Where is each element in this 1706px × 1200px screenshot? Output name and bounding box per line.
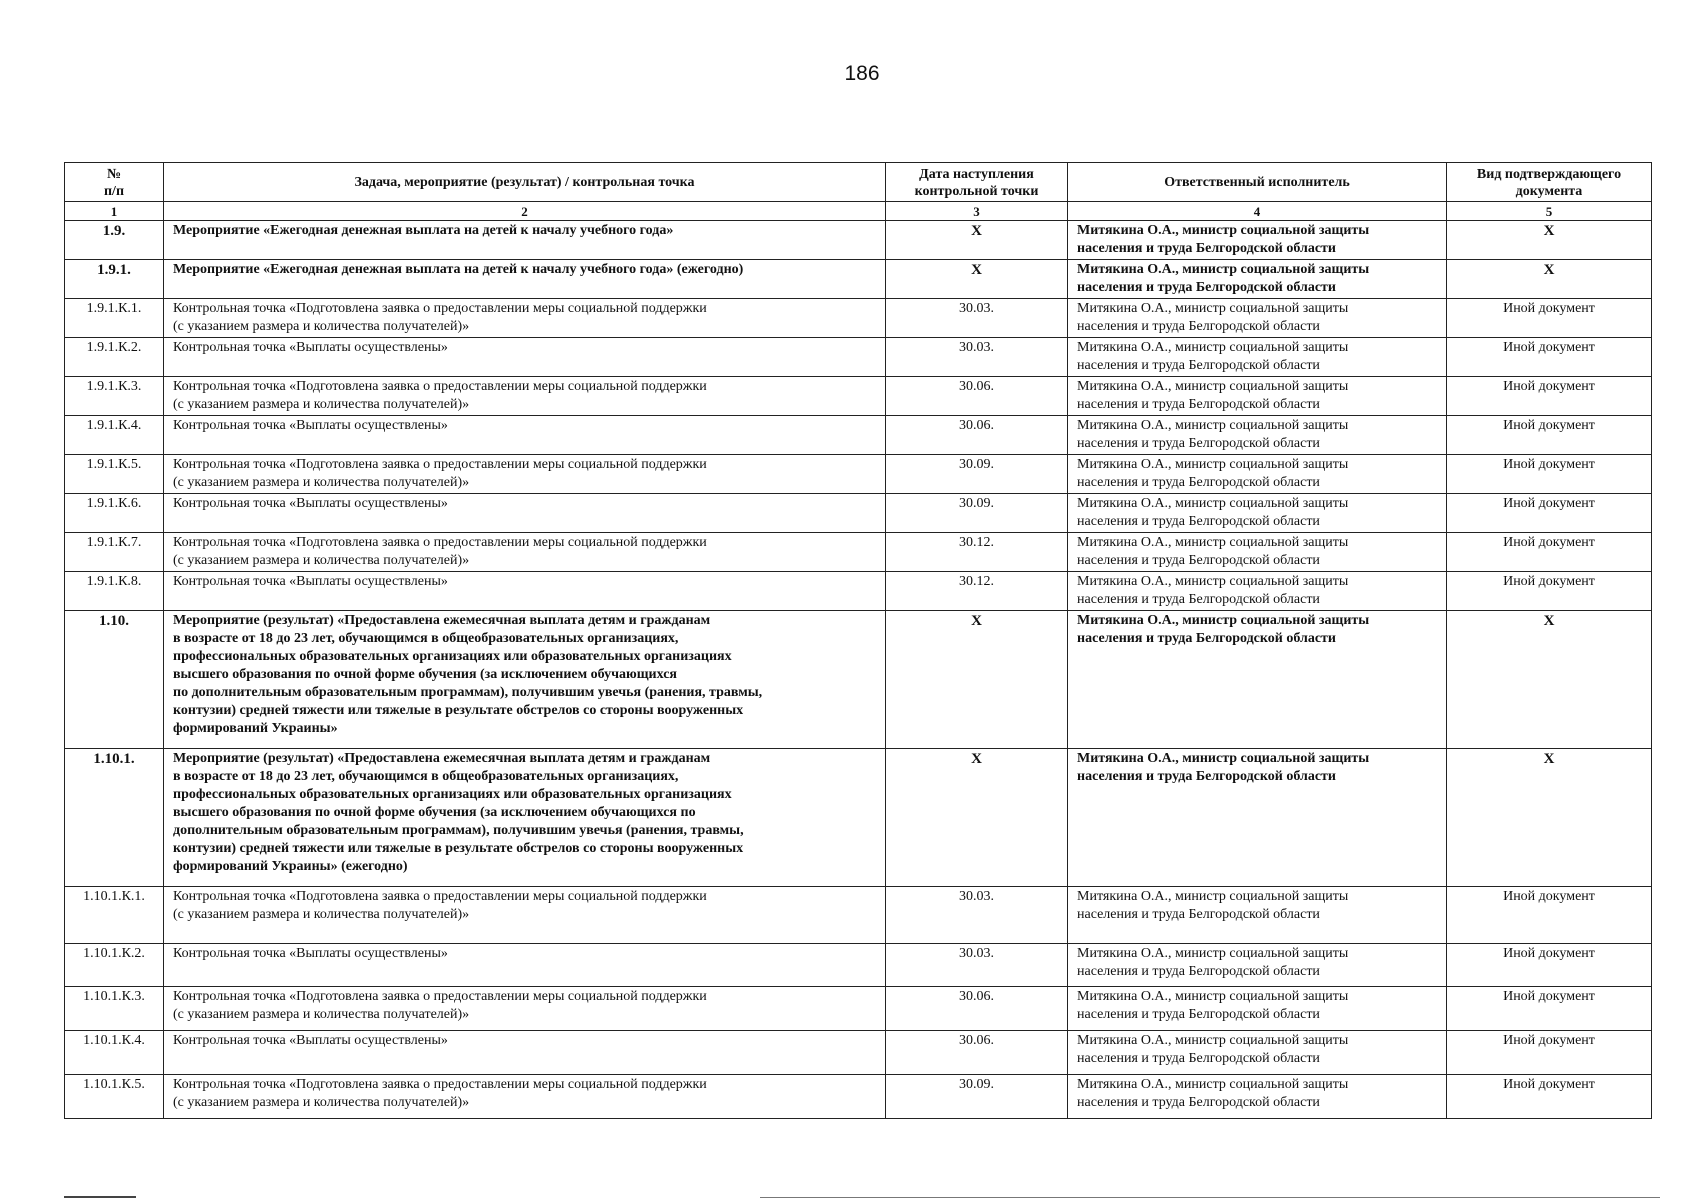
row-responsible: Митякина О.А., министр социальной защиты населения и труда Белгородской области: [1068, 533, 1447, 572]
header-date: Дата наступления контрольной точки: [886, 163, 1068, 202]
row-task: Контрольная точка «Выплаты осуществлены»: [164, 572, 886, 611]
column-number: 4: [1068, 202, 1447, 221]
row-task: Контрольная точка «Подготовлена заявка о предоставлении меры социальной поддержки (с указанием размера и количества получателей)»: [164, 299, 886, 338]
row-number: 1.9.1.К.2.: [65, 338, 164, 377]
table-row: [65, 944, 1652, 987]
row-document: Иной документ: [1447, 572, 1652, 611]
scan-edge-line: [64, 1196, 136, 1198]
row-date: 30.09.: [886, 455, 1068, 494]
row-task: Контрольная точка «Подготовлена заявка о предоставлении меры социальной поддержки (с указанием размера и количества получателей)»: [164, 533, 886, 572]
row-date: X: [886, 221, 1068, 260]
row-task: Мероприятие (результат) «Предоставлена ежемесячная выплата детям и гражданам в возрасте от 18 до 23 лет, обучающимся в общеобразовательных организациях, профессиональных образовательных организациях или образовательных организациях высшего образования по очной форме обучения (за исключением обучающихся по дополнительным образовательным программам), получившим увечья (ранения, травмы, контузии) средней тяжести или тяжелые в результате обстрелов со стороны вооруженных формирований Украины»: [164, 611, 886, 749]
row-number: 1.9.1.К.3.: [65, 377, 164, 416]
table-row: [65, 749, 1652, 887]
table-row: [65, 1031, 1652, 1075]
row-document: Иной документ: [1447, 887, 1652, 944]
row-document: X: [1447, 611, 1652, 749]
table-row: [65, 377, 1652, 416]
row-date: 30.12.: [886, 533, 1068, 572]
row-number: 1.9.1.К.6.: [65, 494, 164, 533]
row-number: 1.10.1.К.2.: [65, 944, 164, 987]
table-row: [65, 611, 1652, 749]
row-responsible: Митякина О.А., министр социальной защиты населения и труда Белгородской области: [1068, 887, 1447, 944]
row-task: Контрольная точка «Выплаты осуществлены»: [164, 944, 886, 987]
scan-edge-line: [760, 1197, 1660, 1198]
header-task: Задача, мероприятие (результат) / контрольная точка: [164, 163, 886, 202]
row-date: 30.03.: [886, 887, 1068, 944]
table-row: [65, 887, 1652, 944]
page-number: 186: [844, 62, 880, 85]
row-document: Иной документ: [1447, 1075, 1652, 1119]
row-task: Контрольная точка «Выплаты осуществлены»: [164, 338, 886, 377]
row-number: 1.9.1.К.1.: [65, 299, 164, 338]
row-document: X: [1447, 260, 1652, 299]
row-document: Иной документ: [1447, 987, 1652, 1031]
row-responsible: Митякина О.А., министр социальной защиты населения и труда Белгородской области: [1068, 299, 1447, 338]
row-task: Контрольная точка «Подготовлена заявка о предоставлении меры социальной поддержки (с указанием размера и количества получателей)»: [164, 987, 886, 1031]
row-responsible: Митякина О.А., министр социальной защиты населения и труда Белгородской области: [1068, 338, 1447, 377]
table-row: [65, 338, 1652, 377]
table-row: [65, 533, 1652, 572]
table-row: [65, 572, 1652, 611]
column-number: 5: [1447, 202, 1652, 221]
row-number: 1.10.1.К.4.: [65, 1031, 164, 1075]
column-number: 3: [886, 202, 1068, 221]
row-date: 30.03.: [886, 944, 1068, 987]
row-number: 1.10.: [65, 611, 164, 749]
row-document: Иной документ: [1447, 299, 1652, 338]
row-date: 30.06.: [886, 377, 1068, 416]
row-date: 30.09.: [886, 1075, 1068, 1119]
table-header-row: [65, 163, 1652, 202]
table-row: [65, 299, 1652, 338]
row-number: 1.10.1.К.1.: [65, 887, 164, 944]
row-task: Контрольная точка «Подготовлена заявка о предоставлении меры социальной поддержки (с указанием размера и количества получателей)»: [164, 455, 886, 494]
row-number: 1.9.: [65, 221, 164, 260]
row-date: X: [886, 611, 1068, 749]
row-responsible: Митякина О.А., министр социальной защиты населения и труда Белгородской области: [1068, 455, 1447, 494]
row-date: 30.06.: [886, 987, 1068, 1031]
row-date: 30.12.: [886, 572, 1068, 611]
table-row: [65, 1075, 1652, 1119]
row-number: 1.10.1.: [65, 749, 164, 887]
row-responsible: Митякина О.А., министр социальной защиты населения и труда Белгородской области: [1068, 221, 1447, 260]
row-task: Контрольная точка «Выплаты осуществлены»: [164, 494, 886, 533]
header-responsible: Ответственный исполнитель: [1068, 163, 1447, 202]
table-row: [65, 494, 1652, 533]
header-number: № п/п: [65, 163, 164, 202]
row-document: Иной документ: [1447, 455, 1652, 494]
row-document: Иной документ: [1447, 416, 1652, 455]
row-task: Контрольная точка «Подготовлена заявка о предоставлении меры социальной поддержки (с указанием размера и количества получателей)»: [164, 1075, 886, 1119]
header-document: Вид подтверждающего документа: [1447, 163, 1652, 202]
column-number: 1: [65, 202, 164, 221]
row-responsible: Митякина О.А., министр социальной защиты населения и труда Белгородской области: [1068, 749, 1447, 887]
row-document: Иной документ: [1447, 338, 1652, 377]
row-task: Контрольная точка «Подготовлена заявка о предоставлении меры социальной поддержки (с указанием размера и количества получателей)»: [164, 887, 886, 944]
row-responsible: Митякина О.А., министр социальной защиты населения и труда Белгородской области: [1068, 611, 1447, 749]
row-responsible: Митякина О.А., министр социальной защиты населения и труда Белгородской области: [1068, 494, 1447, 533]
row-number: 1.10.1.К.5.: [65, 1075, 164, 1119]
column-number-row: [65, 202, 1652, 221]
control-points-table: [64, 162, 1652, 1119]
table-row: [65, 260, 1652, 299]
table-row: [65, 416, 1652, 455]
row-document: Иной документ: [1447, 533, 1652, 572]
row-task: Мероприятие «Ежегодная денежная выплата на детей к началу учебного года» (ежегодно): [164, 260, 886, 299]
row-document: Иной документ: [1447, 944, 1652, 987]
row-task: Мероприятие (результат) «Предоставлена ежемесячная выплата детям и гражданам в возрасте от 18 до 23 лет, обучающимся в общеобразовательных организациях, профессиональных образовательных организациях или образовательных организациях высшего образования по очной форме обучения (за исключением обучающихся по дополнительным образовательным программам), получившим увечья (ранения, травмы, контузии) средней тяжести или тяжелые в результате обстрелов со стороны вооруженных формирований Украины» (ежегодно): [164, 749, 886, 887]
row-number: 1.9.1.К.4.: [65, 416, 164, 455]
column-number: 2: [164, 202, 886, 221]
row-task: Контрольная точка «Подготовлена заявка о предоставлении меры социальной поддержки (с указанием размера и количества получателей)»: [164, 377, 886, 416]
row-responsible: Митякина О.А., министр социальной защиты населения и труда Белгородской области: [1068, 416, 1447, 455]
row-number: 1.9.1.К.7.: [65, 533, 164, 572]
row-responsible: Митякина О.А., министр социальной защиты населения и труда Белгородской области: [1068, 572, 1447, 611]
row-number: 1.10.1.К.3.: [65, 987, 164, 1031]
row-document: X: [1447, 221, 1652, 260]
row-date: 30.06.: [886, 1031, 1068, 1075]
table-row: [65, 221, 1652, 260]
row-responsible: Митякина О.А., министр социальной защиты населения и труда Белгородской области: [1068, 1075, 1447, 1119]
row-date: X: [886, 260, 1068, 299]
row-date: 30.03.: [886, 338, 1068, 377]
table-row: [65, 455, 1652, 494]
row-date: 30.06.: [886, 416, 1068, 455]
row-date: X: [886, 749, 1068, 887]
row-task: Мероприятие «Ежегодная денежная выплата на детей к началу учебного года»: [164, 221, 886, 260]
row-task: Контрольная точка «Выплаты осуществлены»: [164, 416, 886, 455]
table-row: [65, 987, 1652, 1031]
row-responsible: Митякина О.А., министр социальной защиты населения и труда Белгородской области: [1068, 944, 1447, 987]
row-responsible: Митякина О.А., министр социальной защиты населения и труда Белгородской области: [1068, 987, 1447, 1031]
row-date: 30.03.: [886, 299, 1068, 338]
row-responsible: Митякина О.А., министр социальной защиты населения и труда Белгородской области: [1068, 1031, 1447, 1075]
row-document: X: [1447, 749, 1652, 887]
row-number: 1.9.1.К.5.: [65, 455, 164, 494]
row-document: Иной документ: [1447, 377, 1652, 416]
row-responsible: Митякина О.А., министр социальной защиты населения и труда Белгородской области: [1068, 260, 1447, 299]
row-document: Иной документ: [1447, 1031, 1652, 1075]
row-document: Иной документ: [1447, 494, 1652, 533]
row-task: Контрольная точка «Выплаты осуществлены»: [164, 1031, 886, 1075]
row-date: 30.09.: [886, 494, 1068, 533]
row-number: 1.9.1.: [65, 260, 164, 299]
row-responsible: Митякина О.А., министр социальной защиты населения и труда Белгородской области: [1068, 377, 1447, 416]
row-number: 1.9.1.К.8.: [65, 572, 164, 611]
